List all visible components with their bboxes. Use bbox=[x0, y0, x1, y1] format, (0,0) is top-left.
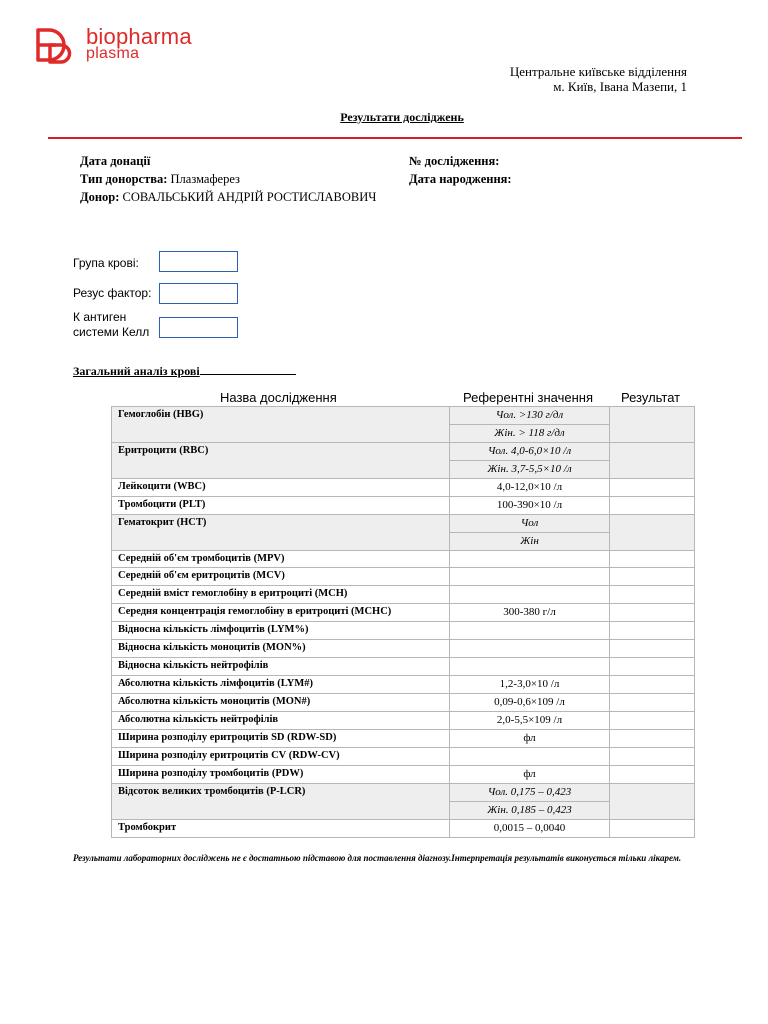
donation-type-label: Тип донорства: bbox=[80, 172, 168, 186]
table-row bbox=[112, 496, 695, 514]
results-table bbox=[111, 406, 695, 838]
test-name: Відсоток великих тромбоцитів (P-LCR) bbox=[112, 783, 450, 819]
reference-value bbox=[450, 658, 610, 676]
result-cell[interactable] bbox=[610, 640, 695, 658]
table-row bbox=[112, 586, 695, 604]
table-row bbox=[112, 604, 695, 622]
reference-value: 300-380 г/л bbox=[450, 604, 610, 622]
test-name: Гематокрит (HCT) bbox=[112, 514, 450, 550]
test-name: Абсолютна кількість моноцитів (MON#) bbox=[112, 694, 450, 712]
reference-value: Чол. >130 г/дл bbox=[450, 407, 610, 425]
reference-value: Жін bbox=[450, 532, 610, 550]
reference-value bbox=[450, 568, 610, 586]
disclaimer: Результати лабораторних досліджень не є достатньою підставою для поставлення діагнозу.Інтерпретація результатів виконується тільки лікарем. bbox=[73, 853, 682, 863]
result-cell[interactable] bbox=[610, 442, 695, 478]
result-cell[interactable] bbox=[610, 604, 695, 622]
reference-value bbox=[450, 586, 610, 604]
table-row bbox=[112, 729, 695, 747]
result-cell[interactable] bbox=[610, 550, 695, 568]
test-name: Ширина розподілу еритроцитів CV (RDW-CV) bbox=[112, 747, 450, 765]
header-result: Результат bbox=[621, 390, 681, 405]
brand-logo bbox=[34, 24, 204, 68]
kell-label-line-2: системи Келл bbox=[73, 325, 150, 339]
test-name: Середній вміст гемоглобіну в еритроциті (MCH) bbox=[112, 586, 450, 604]
kell-antigen-label bbox=[73, 310, 149, 340]
reference-value: 4,0-12,0×10 /л bbox=[450, 478, 610, 496]
rh-factor-label: Резус фактор: bbox=[73, 286, 152, 300]
kell-antigen-field[interactable] bbox=[159, 317, 238, 338]
result-cell[interactable] bbox=[610, 711, 695, 729]
reference-value: Жін. > 118 г/дл bbox=[450, 424, 610, 442]
reference-value bbox=[450, 640, 610, 658]
table-row bbox=[112, 442, 695, 460]
result-cell[interactable] bbox=[610, 568, 695, 586]
test-name: Абсолютна кількість нейтрофілів bbox=[112, 711, 450, 729]
result-cell[interactable] bbox=[610, 747, 695, 765]
table-row bbox=[112, 514, 695, 532]
test-name: Ширина розподілу еритроцитів SD (RDW-SD) bbox=[112, 729, 450, 747]
reference-value: Чол. 4,0-6,0×10 /л bbox=[450, 442, 610, 460]
test-name: Відносна кількість лімфоцитів (LYM%) bbox=[112, 622, 450, 640]
test-name: Відносна кількість нейтрофілів bbox=[112, 658, 450, 676]
section-title-text: Загальний аналіз крові bbox=[73, 364, 200, 378]
table-row bbox=[112, 640, 695, 658]
divider bbox=[48, 137, 742, 139]
result-cell[interactable] bbox=[610, 765, 695, 783]
table-row bbox=[112, 550, 695, 568]
result-cell[interactable] bbox=[610, 407, 695, 443]
study-number-label: № дослідження: bbox=[409, 154, 500, 168]
test-name: Еритроцити (RBC) bbox=[112, 442, 450, 478]
table-row bbox=[112, 711, 695, 729]
table-row bbox=[112, 622, 695, 640]
kell-label-line-1: К антиген bbox=[73, 310, 127, 324]
test-name: Лейкоцити (WBC) bbox=[112, 478, 450, 496]
donation-date-label: Дата донації bbox=[80, 154, 151, 168]
reference-value bbox=[450, 747, 610, 765]
result-cell[interactable] bbox=[610, 514, 695, 550]
donor-name: СОВАЛЬСЬКИЙ АНДРІЙ РОСТИСЛАВОВИЧ bbox=[122, 190, 377, 204]
reference-value: 0,09-0,6×109 /л bbox=[450, 694, 610, 712]
page-title: Результати досліджень bbox=[340, 110, 464, 124]
brand-subname: plasma bbox=[86, 45, 140, 62]
reference-value: 2,0-5,5×109 /л bbox=[450, 711, 610, 729]
test-name: Тромбокрит bbox=[112, 819, 450, 837]
table-row bbox=[112, 658, 695, 676]
table-row bbox=[112, 407, 695, 425]
result-cell[interactable] bbox=[610, 622, 695, 640]
brand-name: biopharma bbox=[86, 24, 192, 49]
reference-value: Чол bbox=[450, 514, 610, 532]
result-cell[interactable] bbox=[610, 783, 695, 819]
table-row bbox=[112, 783, 695, 801]
test-name: Середній об'єм еритроцитів (MCV) bbox=[112, 568, 450, 586]
header-reference: Референтні значення bbox=[463, 390, 594, 405]
donor-info-left bbox=[80, 152, 376, 206]
table-row bbox=[112, 694, 695, 712]
table-row bbox=[112, 747, 695, 765]
address-line-1: Центральне київське відділення bbox=[509, 64, 687, 79]
rh-factor-field[interactable] bbox=[159, 283, 238, 304]
table-row bbox=[112, 765, 695, 783]
test-name: Тромбоцити (PLT) bbox=[112, 496, 450, 514]
donor-label: Донор: bbox=[80, 190, 120, 204]
result-cell[interactable] bbox=[610, 658, 695, 676]
blood-group-label: Група крові: bbox=[73, 256, 139, 270]
branch-address bbox=[510, 64, 687, 94]
table-row bbox=[112, 676, 695, 694]
section-title bbox=[73, 364, 296, 379]
header-name: Назва дослідження bbox=[220, 390, 337, 405]
result-cell[interactable] bbox=[610, 729, 695, 747]
table-row bbox=[112, 819, 695, 837]
test-name: Абсолютна кількість лімфоцитів (LYM#) bbox=[112, 676, 450, 694]
test-name: Середня концентрація гемоглобіну в еритроциті (MCHC) bbox=[112, 604, 450, 622]
reference-value: фл bbox=[450, 729, 610, 747]
result-cell[interactable] bbox=[610, 694, 695, 712]
reference-value: 1,2-3,0×10 /л bbox=[450, 676, 610, 694]
reference-value: 0,0015 – 0,0040 bbox=[450, 819, 610, 837]
result-cell[interactable] bbox=[610, 819, 695, 837]
reference-value: фл bbox=[450, 765, 610, 783]
donation-type-value: Плазмаферез bbox=[170, 172, 240, 186]
table-row bbox=[112, 478, 695, 496]
test-name: Ширина розподілу тромбоцитів (PDW) bbox=[112, 765, 450, 783]
test-name: Гемоглобін (HBG) bbox=[112, 407, 450, 443]
test-name: Середній об'єм тромбоцитів (MPV) bbox=[112, 550, 450, 568]
test-name: Відносна кількість моноцитів (MON%) bbox=[112, 640, 450, 658]
reference-value: Жін. 0,185 – 0,423 bbox=[450, 801, 610, 819]
reference-value bbox=[450, 622, 610, 640]
table-row bbox=[112, 568, 695, 586]
reference-value: 100-390×10 /л bbox=[450, 496, 610, 514]
reference-value bbox=[450, 550, 610, 568]
birth-date-label: Дата народження: bbox=[409, 172, 512, 186]
result-cell[interactable] bbox=[610, 496, 695, 514]
reference-value: Жін. 3,7-5,5×10 /л bbox=[450, 460, 610, 478]
reference-value: Чол. 0,175 – 0,423 bbox=[450, 783, 610, 801]
blood-group-field[interactable] bbox=[159, 251, 238, 272]
address-line-2: м. Київ, Івана Мазепи, 1 bbox=[553, 79, 687, 94]
result-cell[interactable] bbox=[610, 586, 695, 604]
biopharma-logo-icon bbox=[34, 26, 76, 64]
result-cell[interactable] bbox=[610, 676, 695, 694]
result-cell[interactable] bbox=[610, 478, 695, 496]
donor-info-right bbox=[409, 152, 512, 188]
